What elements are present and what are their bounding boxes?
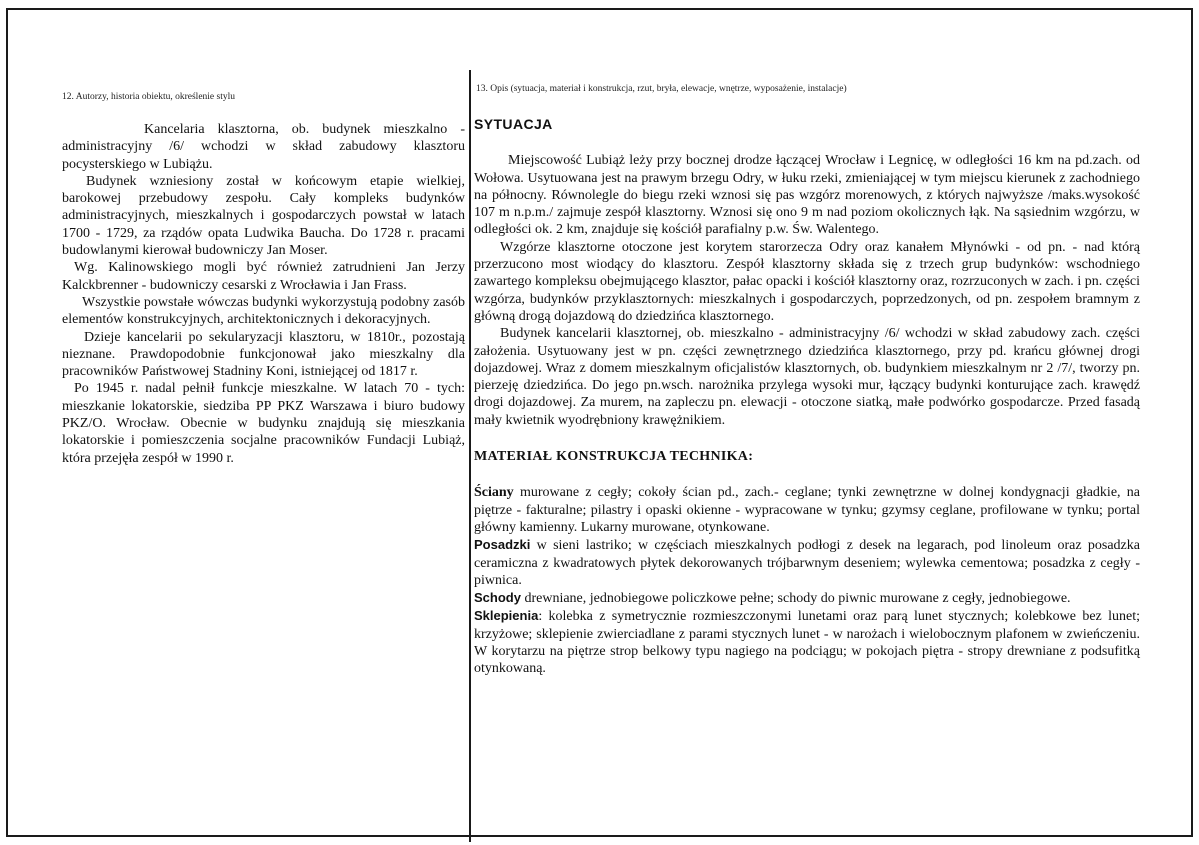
right-column: [474, 116, 1140, 678]
material-item-sklepienia: [474, 607, 1140, 677]
left-paragraph: Dzieje kancelarii po sekularyzacji klasztoru, w 1810r., pozostają nieznane. Prawdopodobnie funkcjonował jako mieszkalny dla pracowników Państwowej Stadniny Koni, istniejącej od 1817 r.: [62, 329, 465, 380]
column-divider: [469, 70, 471, 842]
material-item-label: Schody: [474, 590, 521, 606]
right-paragraph: Budynek kancelarii klasztornej, ob. mieszkalno - administracyjny /6/ wchodzi w skład zabudowy zach. części założenia. Usytuowany jest w pn. części zewnętrznego dziedzińca klasztornego, przy pd. krańcu głównej drogi dojazdowej. Wraz z domem mieszkalnym oficjalistów klasztornych, ob. budynkiem mieszkalnym nr 2 /7/, tworzy pn. pierzeję dziedzińca. Do jego pn.wsch. narożnika przylega wysoki mur, łączący budynki konturujące zach. krawędź drogi dojazdowej. Za murem, na zapleczu pn. elewacji - otoczone siatką, małe podwórko gospodarcze. Przed fasadą mały kwietnik wyodrębniony krawężnikiem.: [474, 326, 1140, 428]
material-item-text: : kolebka z symetrycznie rozmieszczonymi lunetami oraz parą lunet stycznych; kolebkowe bez lunet; krzyżowe; sklepienie zwierciadlane z parami stycznych lunet - w narożach i wielobocznym plafonem w zwieńczeniu. W korytarzu na piętrze strop belkowy typu nagiego na podciągu; w pokojach piętra - stropy drewniane z podsufitką otynkowaną.: [474, 609, 1140, 677]
left-paragraph: Budynek wzniesiony został w końcowym etapie wielkiej, barokowej przebudowy zespołu. Cały kompleks budynków administracyjnych, mieszkalnych i gospodarczych powstał w latach 1700 - 1729, za rządów opata Ludwika Baucha. Do 1728 r. pracami budowlanymi kierował budowniczy Jan Moser.: [62, 173, 465, 259]
material-item-label: Sklepienia: [474, 608, 539, 624]
left-section-header: 12. Autorzy, historia obiektu, określenie stylu: [62, 92, 235, 102]
left-paragraph: Kancelaria klasztorna, ob. budynek mieszkalno - administracyjny /6/ wchodzi w skład zabudowy klasztoru pocysterskiego w Lubiążu.: [62, 122, 465, 172]
left-paragraph: Wg. Kalinowskiego mogli być również zatrudnieni Jan Jerzy Kalckbrenner - budowniczy cesarski z Wrocławia i Jan Frass.: [62, 260, 465, 293]
left-paragraph: Wszystkie powstałe wówczas budynki wykorzystują podobny zasób elementów konstrukcyjnych, architektonicznych i dekoracyjnych.: [62, 294, 465, 328]
material-item-label: Ściany: [474, 485, 514, 501]
material-item-text: w sieni lastriko; w częściach mieszkalnych podłogi z desek na legarach, pod linoleum oraz posadzka ceramiczna z kwadratowych płytek dekorowanych trójbarwnym deseniem; wylewka cementowa; posadzka z cegły - piwnica.: [474, 538, 1140, 588]
material-item-text: drewniane, jednobiegowe policzkowe pełne; schody do piwnic murowane z cegły, jednobiegowe.: [520, 591, 1071, 607]
material-item-schody: [474, 589, 1140, 607]
left-paragraph: Po 1945 r. nadal pełnił funkcje mieszkalne. W latach 70 - tych: mieszkanie lokatorskie, siedziba PP PKZ Warszawa i biuro budowy PKZ/O. Wrocław. Obecnie w budynku znajdują się mieszkania lokatorskie i pomieszczenia socjalne pracowników Fundacji Lubiąż, która przejęła zespół w 1990 r.: [62, 381, 465, 466]
section-title-sytuacja: SYTUACJA: [474, 116, 553, 132]
material-item-text: murowane z cegły; cokoły ścian pd., zach.- ceglane; tynki zewnętrzne w dolnej kondygnacji gładkie, na piętrze - fakturalne; pilastry i opaski okienne - wypracowane w tynku; gzymsy ceglane, profilowane w tynku; portal główny kamienny. Lukarny murowane, otynkowane.: [474, 485, 1140, 535]
material-item-label: Posadzki: [474, 537, 531, 553]
right-section-header: 13. Opis (sytuacja, materiał i konstrukcja, rzut, bryła, elewacje, wnętrze, wyposażenie, instalacje): [476, 84, 847, 94]
right-paragraph: Miejscowość Lubiąż leży przy bocznej drodze łączącej Wrocław i Legnicę, w odległości 16 km na pd.zach. od Wołowa. Usytuowana jest na prawym brzegu Odry, w łuku rzeki, zmieniającej w tym miejscu kierunek z zachodniego na północny. Równolegle do biegu rzeki wznosi się pas wzgórz morenowych, z których najwyższe /maks.wysokość 107 m n.p.m./ zajmuje zespół klasztorny. Wznosi się ono 9 m nad poziom okolicznych łąk. Na sąsiednim wzgórzu, w odległości ok. 2 km, znajduje się kościół parafialny p.w. Św. Walentego.: [474, 153, 1140, 238]
left-column: [62, 121, 465, 467]
section-title-material: MATERIAŁ KONSTRUKCJA TECHNIKA:: [474, 449, 754, 465]
material-item-sciany: [474, 484, 1140, 536]
right-paragraph: Wzgórze klasztorne otoczone jest korytem starorzecza Odry oraz kanałem Młynówki - od pn. - nad którą przerzucono most wiodący do klasztoru. Zespół klasztorny składa się z trzech grup budynków: wschodniego zawartego kompleksu obejmującego klasztor, pałac opacki i kościół klasztorny oraz, rozrzuconych w zach. i pn. części wzgórza, budynków przyklasztornych: mieszkalnych i gospodarczych, poprzedzonych, od pn. zespołem bramnym z główną drogą dojazdową do dziedzińca klasztornego.: [474, 239, 1140, 324]
material-item-posadzki: [474, 536, 1140, 589]
